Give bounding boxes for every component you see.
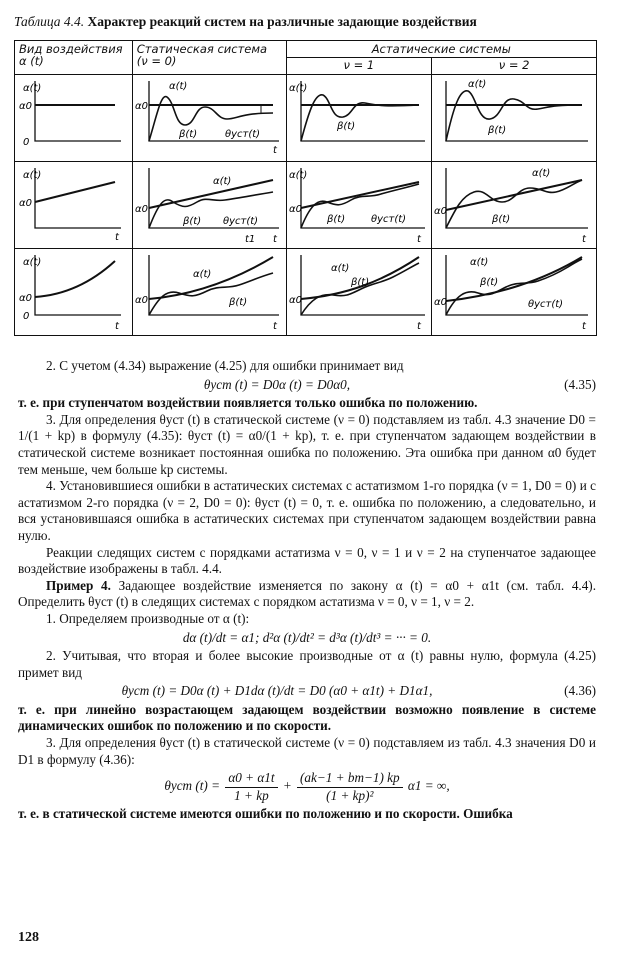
- paragraph: т. е. при линейно возрастающем задающем воздействии возможно появление в системе динамических ошибок по положению и по скорости.: [18, 701, 596, 734]
- label-alpha: α(t): [330, 263, 349, 274]
- plot-step-nu2: [432, 75, 595, 161]
- label-a0: α0: [134, 204, 148, 215]
- cell-accel-input: [15, 249, 133, 336]
- label-t: t: [115, 232, 119, 243]
- paragraph: Реакции следящих систем с порядками астатизма ν = 0, ν = 1 и ν = 2 на ступенчатое задающее воздействие изображены в табл. 4.4.: [18, 544, 596, 577]
- label-a0: α0: [288, 295, 302, 306]
- label-alpha: α(t): [288, 170, 307, 181]
- body-text: [18, 358, 596, 823]
- table-row-step: [15, 75, 597, 162]
- caption-label: Таблица 4.4.: [14, 14, 85, 29]
- fraction: [225, 770, 277, 804]
- label-t: t: [115, 321, 119, 332]
- label-beta: β(t): [492, 214, 511, 225]
- label-alpha: α(t): [23, 170, 42, 181]
- equation: θуст (t) = D0α (t) + D1dα (t)/dt = D0 (α0 + α1t) + D1α1,: [121, 683, 433, 699]
- label-a0: α0: [19, 101, 32, 112]
- label-t: t: [272, 145, 277, 156]
- paragraph: 3. Для определения θуст (t) в статической системе (ν = 0) подставляем из табл. 4.3 значения D0 и D1 в формулу (4.36):: [18, 735, 596, 767]
- paragraph: 2. Учитывая, что вторая и более высокие производные от α (t) равны нулю, формула (4.25) примет вид: [18, 648, 596, 680]
- label-alpha: α(t): [468, 79, 487, 90]
- cell-ramp-input: [15, 162, 133, 249]
- label-beta: β(t): [178, 129, 197, 140]
- label-a0: α0: [288, 204, 302, 215]
- header-astatic: Астатические системы: [286, 41, 597, 58]
- label-a0: α0: [434, 297, 448, 308]
- label-t: t: [416, 321, 421, 332]
- label-a0: α0: [19, 198, 32, 209]
- plot-step-static: [133, 75, 285, 161]
- cell-accel-nu1: [286, 249, 432, 336]
- label-beta: β(t): [488, 125, 507, 136]
- plot-step-input: [15, 75, 131, 161]
- equation-final: [18, 770, 596, 804]
- equation: [18, 770, 596, 804]
- example-text: Задающее воздействие изменяется по закону α (t) = α0 + α1t (см. табл. 4.4). Определить θуст (t) в следящих системах с порядком астатизма ν = 0, ν = 1, ν = 2.: [18, 577, 597, 610]
- header-nu2: ν = 2: [432, 58, 597, 75]
- caption-title: Характер реакций систем на различные задающие воздействия: [87, 14, 477, 29]
- eq-lhs: θуст (t) =: [164, 778, 221, 794]
- label-t: t: [582, 234, 587, 245]
- equation-4-35: [18, 377, 596, 394]
- label-t1: t1: [244, 234, 256, 245]
- numerator: (ak−1 + bm−1) kр: [297, 770, 403, 788]
- header-nu1: ν = 1: [286, 58, 432, 75]
- label-t: t: [582, 321, 587, 332]
- cell-ramp-static: [132, 162, 286, 249]
- label-beta: β(t): [336, 121, 355, 132]
- cell-step-input: [15, 75, 133, 162]
- plot-step-nu1: [287, 75, 431, 161]
- label-alpha: α(t): [288, 83, 307, 94]
- plot-ramp-nu2: [432, 162, 595, 248]
- eq-plus: +: [282, 778, 292, 794]
- label-zero: 0: [23, 311, 30, 322]
- table-caption: [14, 14, 614, 30]
- label-a0: α0: [134, 101, 148, 112]
- response-table: [14, 40, 597, 336]
- label-zero: 0: [23, 137, 30, 148]
- numerator: α0 + α1t: [225, 770, 277, 788]
- cell-step-static: [132, 75, 286, 162]
- table-row-ramp: [15, 162, 597, 249]
- paragraph: 1. Определяем производные от α (t):: [46, 610, 250, 626]
- header-static: Статическая система (ν = 0): [132, 41, 286, 75]
- label-alpha: α(t): [532, 168, 551, 179]
- label-theta: θуст(t): [224, 129, 260, 140]
- plot-accel-nu2: [432, 249, 595, 335]
- denominator: (1 + kр)²: [326, 787, 374, 803]
- equation: dα (t)/dt = α1; d²α (t)/dt² = d³α (t)/dt³ = ··· = 0.: [182, 629, 432, 645]
- cell-ramp-nu1: [286, 162, 432, 249]
- label-alpha: α(t): [23, 257, 42, 268]
- label-theta: θуст(t): [528, 299, 564, 310]
- plot-accel-input: [15, 249, 131, 335]
- equation-number: (4.36): [564, 683, 596, 699]
- paragraph: т. е. при ступенчатом воздействии появляется только ошибка по положению.: [18, 395, 478, 411]
- label-alpha: α(t): [470, 257, 489, 268]
- cell-ramp-nu2: [432, 162, 597, 249]
- label-a0: α0: [19, 293, 32, 304]
- label-beta: β(t): [182, 216, 201, 227]
- plot-ramp-static: [133, 162, 285, 248]
- label-alpha: α(t): [212, 176, 232, 187]
- paragraph: 2. С учетом (4.34) выражение (4.25) для ошибки принимает вид: [46, 358, 404, 373]
- label-t: t: [272, 234, 277, 245]
- paragraph: т. е. в статической системе имеются ошибки по положению и по скорости. Ошибка: [18, 806, 513, 822]
- paragraph-example: [18, 578, 596, 611]
- plot-accel-nu1: [287, 249, 431, 335]
- plot-accel-static: [133, 249, 285, 335]
- plot-ramp-input: [15, 162, 131, 248]
- label-alpha: α(t): [192, 269, 212, 280]
- cell-step-nu1: [286, 75, 432, 162]
- eq-rhs: α1 = ∞,: [407, 778, 450, 794]
- label-a0: α0: [434, 206, 448, 217]
- label-beta: β(t): [326, 214, 345, 225]
- label-a0: α0: [134, 295, 148, 306]
- equation: θуст (t) = D0α (t) = D0α0,: [203, 376, 351, 392]
- label-theta: θуст(t): [222, 216, 258, 227]
- label-beta: β(t): [228, 297, 247, 308]
- label-t: t: [272, 321, 277, 332]
- equation-derivatives: [18, 630, 596, 647]
- label-alpha: α(t): [23, 83, 42, 94]
- label-theta: θуст(t): [370, 214, 406, 225]
- cell-accel-static: [132, 249, 286, 336]
- cell-step-nu2: [432, 75, 597, 162]
- paragraph: 4. Установившиеся ошибки в астатических системах с астатизмом 1-го порядка (ν = 1, D0 = 0) и с астатизмом 2-го порядка (ν = 2, D0 = 0): θуст (t) = 0, т. е. ошибка по положению, а следовательно, и вся установившаяся ошибка в астатических системах при ступенчатом задающем воздействии равна нулю.: [18, 478, 596, 543]
- equation-number: (4.35): [564, 376, 596, 392]
- paragraph: 3. Для определения θуст (t) в статической системе (ν = 0) подставляем из табл. 4.3 значение D0 = 1/(1 + kр) в формулу (4.35): θуст (t) = α0/(1 + kр), т. е. при ступенчатом задающем воздействии в статической системе возникает постоянная ошибка по положению. Эта ошибка при данном α0 будет тем меньше, чем больше kр системы.: [18, 411, 596, 477]
- example-label: Пример 4.: [46, 577, 111, 593]
- plot-ramp-nu1: [287, 162, 431, 248]
- header-input: Вид воздействия α (t): [15, 41, 133, 75]
- label-t: t: [416, 234, 421, 245]
- table-row-accel: [15, 249, 597, 336]
- page-number: 128: [18, 930, 39, 945]
- equation-4-36: [18, 683, 596, 700]
- cell-accel-nu2: [432, 249, 597, 336]
- fraction: [297, 770, 403, 804]
- label-beta: β(t): [480, 277, 499, 288]
- label-beta: β(t): [350, 277, 369, 288]
- label-alpha: α(t): [168, 81, 188, 92]
- denominator: 1 + kр: [234, 787, 269, 803]
